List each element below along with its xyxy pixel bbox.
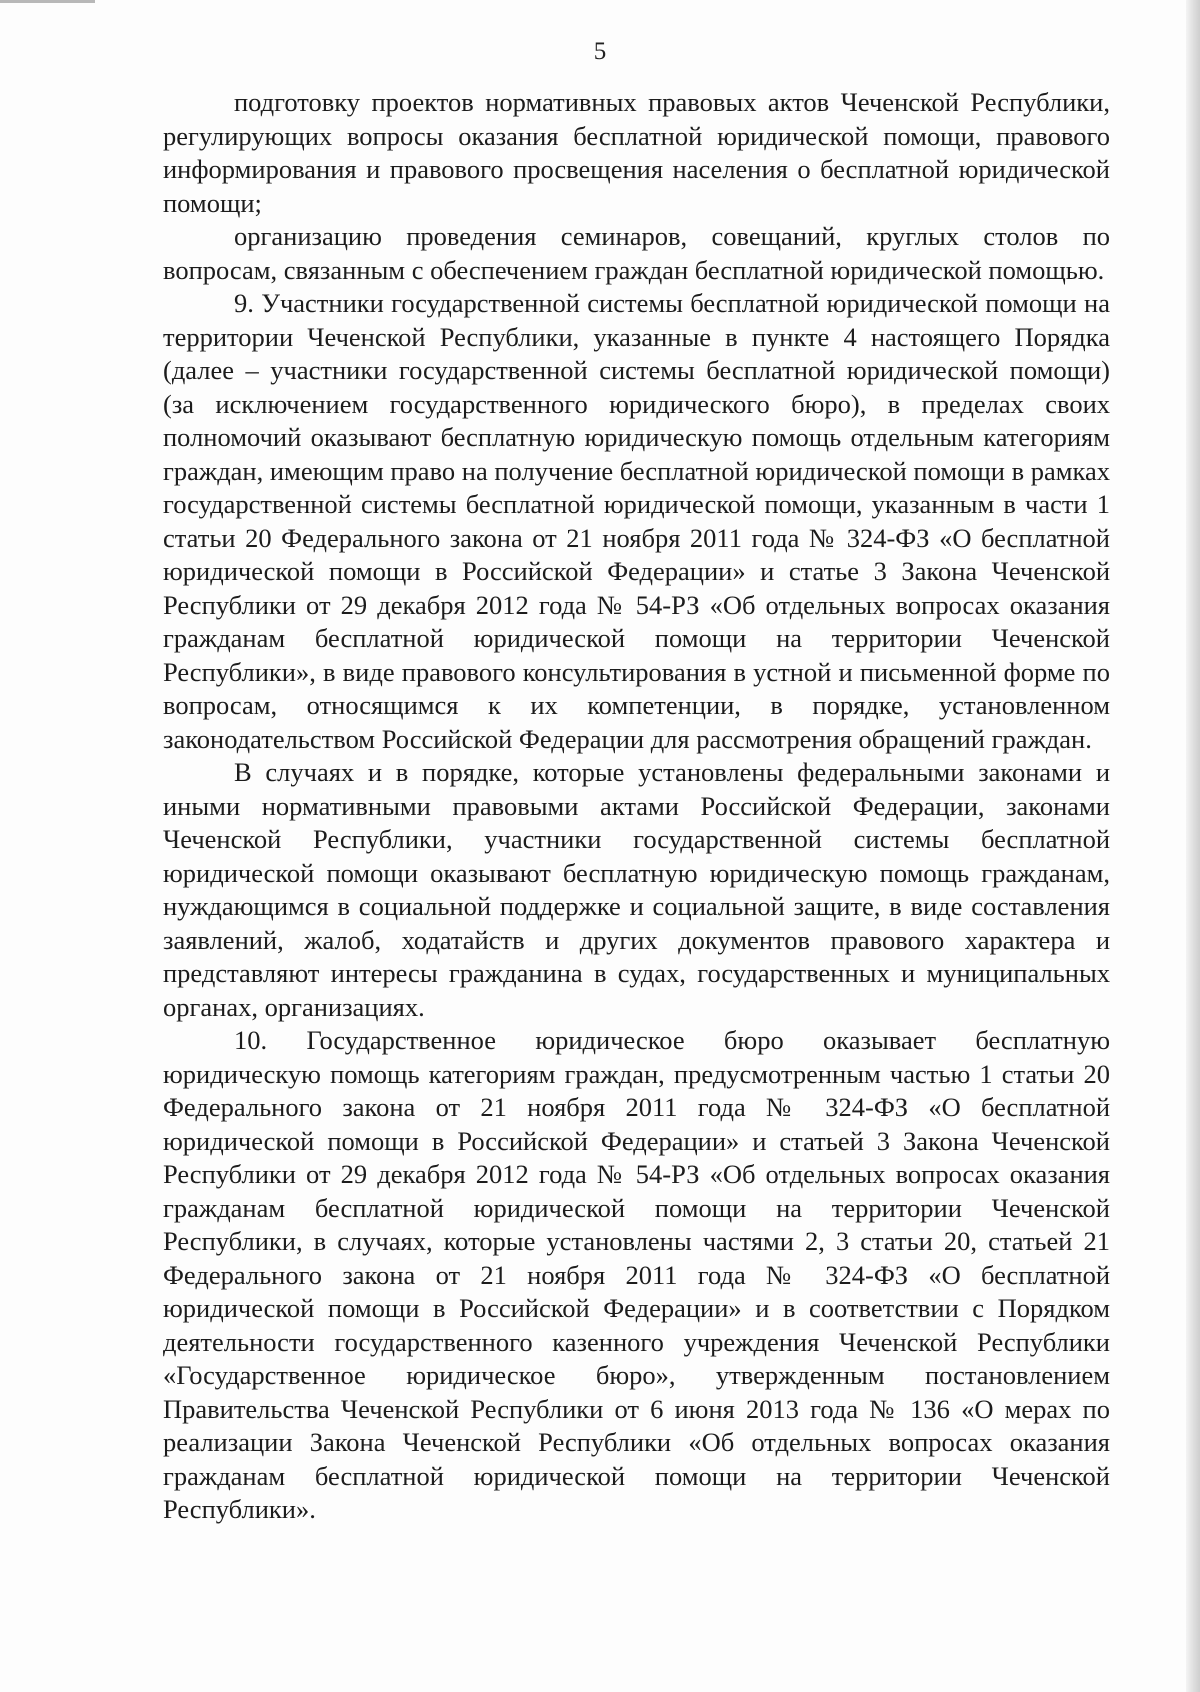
scan-artifact-right-edge (1186, 0, 1200, 1692)
scan-artifact-top-line (0, 0, 95, 3)
paragraph-drafting-acts: подготовку проектов нормативных правовых актов Чеченской Республики, регулирующих вопросы оказания бесплатной юридической помощи, правового информирования и правового просвещения населения о бесплатной юридической помощи; (163, 87, 1110, 218)
page-number: 5 (593, 38, 607, 65)
paragraph-cases-and-procedure: В случаях и в порядке, которые установлены федеральными законами и иными нормативными правовыми актами Российской Федерации, законами Чеченской Республики, участники государственной системы бесплатной юридической помощи оказывают бесплатную юридическую помощь гражданам, нуждающимся в социальной поддержке и социальной защите, в виде составления заявлений, жалоб, ходатайств и других документов правового характера и представляют интересы гражданина в судах, государственных и муниципальных органах, организациях. (163, 757, 1110, 1022)
paragraph-seminars: организацию проведения семинаров, совещаний, круглых столов по вопросам, связанным с обеспечением граждан бесплатной юридической помощью. (163, 221, 1110, 285)
paragraph-section-9: 9. Участники государственной системы бесплатной юридической помощи на территории Чеченской Республики, указанные в пункте 4 настоящего Порядка (далее – участники государственной системы бесплатной юридической помощи) (за исключением государственного юридического бюро), в пределах своих полномочий оказывают бесплатную юридическую помощь отдельным категориям граждан, имеющим право на получение бесплатной юридической помощи в рамках государственной системы бесплатной юридической помощи, указанным в части 1 статьи 20 Федерального закона от 21 ноября 2011 года № 324-ФЗ «О бесплатной юридической помощи в Российской Федерации» и статье 3 Закона Чеченской Республики от 29 декабря 2012 года № 54-РЗ «Об отдельных вопросах оказания гражданам бесплатной юридической помощи на территории Чеченской Республики», в виде правового консультирования в устной и письменной форме по вопросам, относящимся к их компетенции, в порядке, установленном законодательством Российской Федерации для рассмотрения обращений граждан. (163, 288, 1110, 754)
document-body (163, 86, 1110, 1527)
paragraph-section-10: 10. Государственное юридическое бюро оказывает бесплатную юридическую помощь категориям граждан, предусмотренным частью 1 статьи 20 Федерального закона от 21 ноября 2011 года № 324-ФЗ «О бесплатной юридической помощи в Российской Федерации» и статьей 3 Закона Чеченской Республики от 29 декабря 2012 года № 54-РЗ «Об отдельных вопросах оказания гражданам бесплатной юридической помощи на территории Чеченской Республики, в случаях, которые установлены частями 2, 3 статьи 20, статьей 21 Федерального закона от 21 ноября 2011 года № 324-ФЗ «О бесплатной юридической помощи в Российской Федерации» и в соответствии с Порядком деятельности государственного казенного учреждения Чеченской Республики «Государственное юридическое бюро», утвержденным постановлением Правительства Чеченской Республики от 6 июня 2013 года № 136 «О мерах по реализации Закона Чеченской Республики «Об отдельных вопросах оказания гражданам бесплатной юридической помощи на территории Чеченской Республики». (163, 1025, 1110, 1524)
